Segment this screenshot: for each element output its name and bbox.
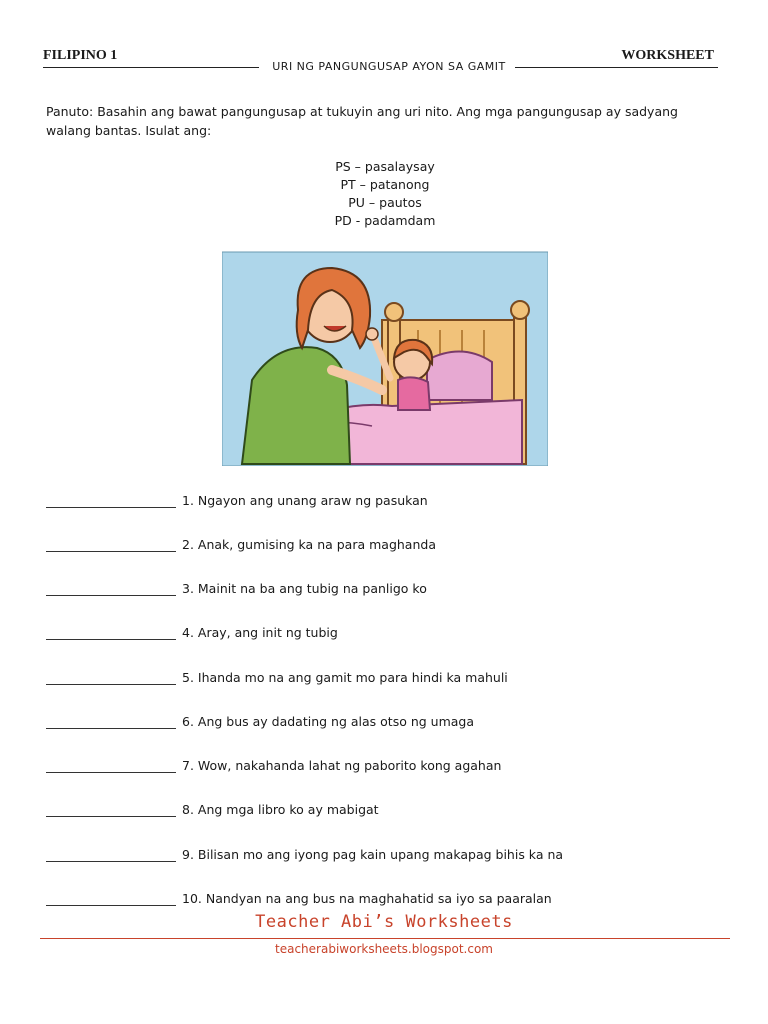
question-text: 10. Nandyan na ang bus na maghahatid sa iyo sa paaralan [182, 891, 552, 906]
answer-blank[interactable] [46, 535, 176, 552]
brand-name: Teacher Abi’s Worksheets [255, 912, 513, 932]
question-text: 5. Ihanda mo na ang gamit mo para hindi ka mahuli [182, 670, 508, 685]
list-item [46, 620, 338, 640]
code-pd: PD - padamdam [334, 213, 436, 228]
worksheet-header [43, 46, 718, 86]
answer-blank[interactable] [46, 623, 176, 640]
question-text: 8. Ang mga libro ko ay mabigat [182, 802, 379, 817]
answer-blank[interactable] [46, 756, 176, 773]
list-item [46, 576, 427, 596]
answer-blank[interactable] [46, 491, 176, 508]
list-item [46, 488, 428, 508]
question-text: 1. Ngayon ang unang araw ng pasukan [182, 493, 428, 508]
answer-blank[interactable] [46, 668, 176, 685]
worksheet-title: URI NG PANGUNGUSAP AYON SA GAMIT [272, 60, 506, 73]
mother-waking-child-illustration [222, 250, 548, 466]
answer-codes [270, 158, 500, 230]
header-rule-right [515, 67, 718, 68]
question-text: 6. Ang bus ay dadating ng alas otso ng umaga [182, 714, 475, 729]
question-text: 9. Bilisan mo ang iyong pag kain upang makapag bihis ka na [182, 847, 564, 862]
answer-blank[interactable] [46, 579, 176, 596]
footer-divider [40, 938, 730, 939]
question-text: 4. Aray, ang init ng tubig [182, 625, 338, 640]
list-item [46, 886, 552, 906]
list-item [46, 842, 563, 862]
list-item [46, 665, 508, 685]
answer-blank[interactable] [46, 800, 176, 817]
list-item [46, 532, 436, 552]
list-item [46, 753, 501, 773]
header-rule-left [43, 67, 259, 68]
illustration-svg [222, 250, 548, 466]
answer-blank[interactable] [46, 712, 176, 729]
worksheet-label: WORKSHEET [621, 48, 714, 63]
subject-label: FILIPINO 1 [43, 48, 118, 63]
list-item [46, 709, 474, 729]
brand-url[interactable]: teacherabiworksheets.blogspot.com [275, 942, 493, 956]
instructions-text: Panuto: Basahin ang bawat pangungusap at tukuyin ang uri nito. Ang mga pangungusap ay sadyang walang bantas. Isulat ang: [46, 104, 678, 138]
question-text: 3. Mainit na ba ang tubig na panligo ko [182, 581, 427, 596]
answer-blank[interactable] [46, 889, 176, 906]
code-ps: PS – pasalaysay [335, 159, 435, 174]
question-text: 7. Wow, nakahanda lahat ng paborito kong agahan [182, 758, 502, 773]
question-text: 2. Anak, gumising ka na para maghanda [182, 537, 436, 552]
code-pt: PT – patanong [340, 177, 430, 192]
code-pu: PU – pautos [348, 195, 422, 210]
answer-blank[interactable] [46, 845, 176, 862]
list-item [46, 797, 379, 817]
